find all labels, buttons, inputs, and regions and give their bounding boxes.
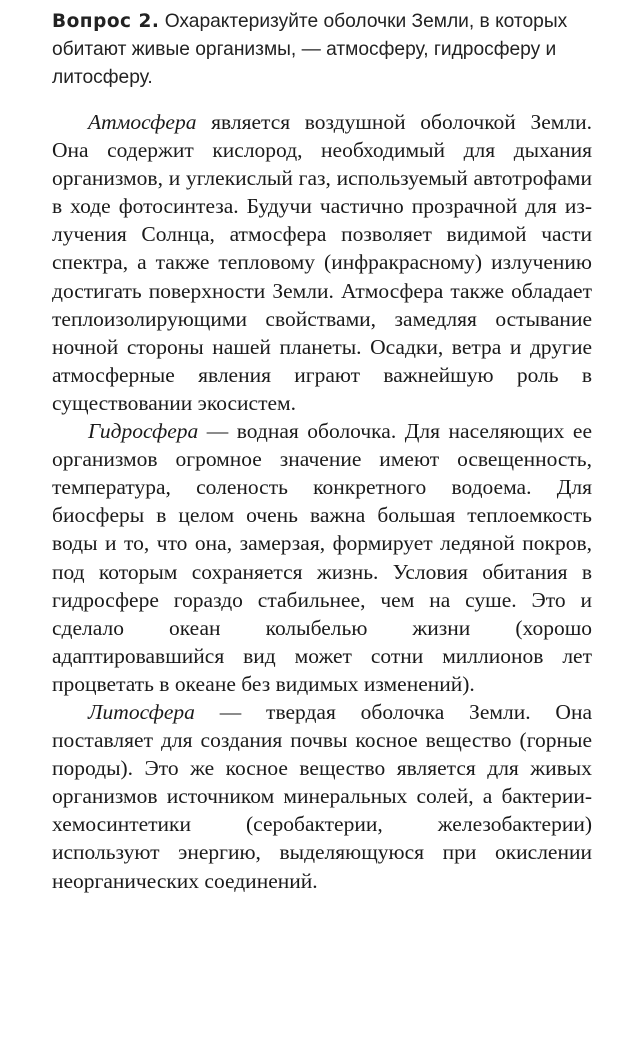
term-lithosphere: Литосфера	[88, 699, 195, 724]
paragraph-hydrosphere	[52, 417, 592, 698]
question-text: Охарактеризуйте оболочки Земли, в которых обитают живые организмы, — атмосферу, гидросферу и литосферу.	[52, 11, 568, 88]
question	[52, 8, 592, 92]
term-hydrosphere: Гидросфера	[88, 419, 199, 444]
question-label: Вопрос 2.	[52, 11, 160, 32]
paragraph-atmosphere	[52, 108, 592, 417]
answer	[52, 108, 592, 895]
paragraph-lithosphere	[52, 698, 592, 895]
paragraph-hydrosphere-text: — водная оболочка. Для населяющих ее организмов огромное значение имеют освещенность, температура, соленость конкретного водоема. Для биосферы в целом очень важна большая теплоемкость воды и то, что она, замерзая, формирует ледяной покров, под которым сохраняется жизнь. Условия обитания в гидросфере гораздо стабильнее, чем на суше. Это и сделало океан колыбелью жизни (хорошо адаптировавшийся вид может сотни миллионов лет процветать в океане без видимых изменений).	[52, 419, 592, 696]
term-atmosphere: Атмосфера	[88, 110, 197, 134]
paragraph-lithosphere-text: — твердая оболочка Земли. Она поставляет для создания почвы косное вещество (горные породы). Это же косное вещество является для живых организмов источником минеральных солей, а бактерии-хемосинтетики (серобактерии, железобактерии) используют энергию, выделяющуюся при окислении неорганических соединений.	[52, 699, 592, 893]
paragraph-atmosphere-text: является воздушной оболочкой Земли. Она содержит кислород, необходимый для дыхания организмов, и углекислый газ, используемый автотрофами в ходе фотосинтеза. Будучи частично прозрачной для излучения Солнца, атмосфера позволяет видимой части спектра, а также тепловому (инфракрасному) излучению достигать поверхности Земли. Атмосфера также обладает теплоизолирующими свойствами, замедляя остывание ночной стороны нашей планеты. Осадки, ветра и другие атмосферные явления играют важнейшую роль в существовании экосистем.	[52, 110, 592, 415]
